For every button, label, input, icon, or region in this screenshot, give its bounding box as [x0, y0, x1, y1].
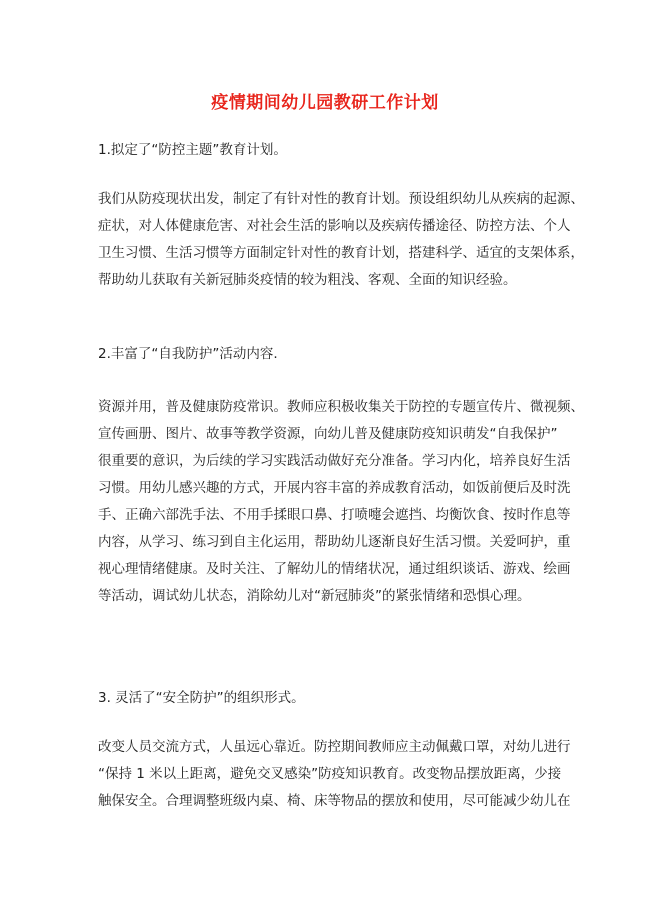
paragraph-line: 内容，从学习、练习到自主化运用，帮助幼儿逐渐良好生活习惯。关爱呵护，重 — [98, 534, 571, 550]
paragraph-line: 宣传画册、图片、故事等教学资源，向幼儿普及健康防疫知识萌发“自我保护” — [98, 426, 558, 442]
paragraph-line: 资源并用，普及健康防疫常识。教师应积极收集关于防控的专题宣传片、微视频、 — [98, 399, 584, 415]
section-2-heading: 2.丰富了“自我防护”活动内容. — [98, 346, 278, 362]
paragraph-line: “保持 1 米以上距离，避免交叉感染”防疫知识教育。改变物品摆放距离，少接 — [98, 766, 562, 782]
section-3-paragraph — [98, 734, 571, 815]
paragraph-line: 触保安全。合理调整班级内桌、椅、床等物品的摆放和使用，尽可能减少幼儿在 — [98, 793, 571, 809]
section-1-heading: 1.拟定了“防控主题”教育计划。 — [98, 142, 287, 158]
section-1-paragraph — [98, 186, 584, 294]
paragraph-line: 卫生习惯、生活习惯等方面制定针对性的教育计划，搭建科学、适宜的支架体系， — [98, 245, 584, 261]
paragraph-line: 我们从防疫现状出发，制定了有针对性的教育计划。预设组织幼儿从疾病的起源、 — [98, 191, 584, 207]
paragraph-line: 改变人员交流方式，人虽远心靠近。防控期间教师应主动佩戴口罩，对幼儿进行 — [98, 739, 571, 755]
section-3-heading: 3. 灵活了“安全防护”的组织形式。 — [98, 690, 305, 706]
document-title: 疫情期间幼儿园教研工作计划 — [211, 93, 439, 113]
paragraph-line: 很重要的意识，为后续的学习实践活动做好充分准备。学习内化，培养良好生活 — [98, 453, 571, 469]
paragraph-line: 视心理情绪健康。及时关注、了解幼儿的情绪状况，通过组织谈话、游戏、绘画 — [98, 561, 571, 577]
paragraph-line: 手、正确六部洗手法、不用手揉眼口鼻、打喷嚏会遮挡、均衡饮食、按时作息等 — [98, 507, 571, 523]
paragraph-line: 习惯。用幼儿感兴趣的方式，开展内容丰富的养成教育活动，如饭前便后及时洗 — [98, 480, 571, 496]
paragraph-line: 帮助幼儿获取有关新冠肺炎疫情的较为粗浅、客观、全面的知识经验。 — [98, 272, 517, 288]
paragraph-line: 等活动，调试幼儿状态，消除幼儿对“新冠肺炎”的紧张情绪和恐惧心理。 — [98, 588, 531, 604]
section-2-paragraph — [98, 394, 584, 610]
paragraph-line: 症状，对人体健康危害、对社会生活的影响以及疾病传播途径、防控方法、个人 — [98, 218, 571, 234]
